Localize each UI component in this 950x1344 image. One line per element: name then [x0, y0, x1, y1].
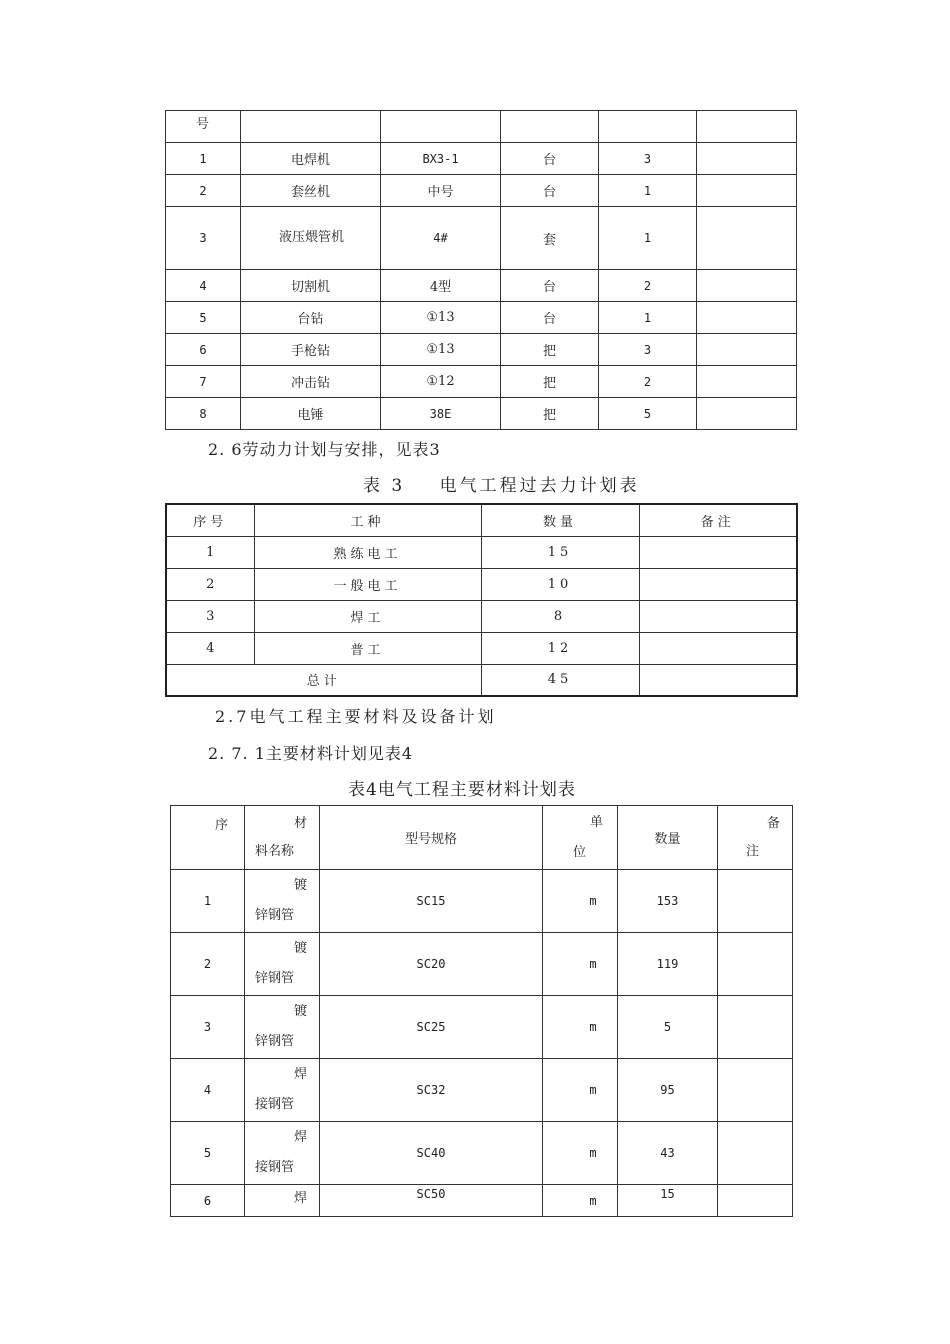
cell-no: 4	[166, 270, 241, 302]
table-row	[166, 536, 797, 568]
header-cell-spec: 型号规格	[320, 806, 543, 870]
cell-name: 冲击钻	[241, 366, 381, 398]
cell-name: 镀 锌钢管	[245, 870, 320, 933]
cell-unit: 把	[501, 366, 599, 398]
cell-qty: 15	[481, 536, 639, 568]
cell-no: 8	[166, 398, 241, 430]
table-row	[166, 143, 797, 175]
cell-no: 5	[166, 302, 241, 334]
cell-unit: m	[543, 1185, 618, 1217]
table-row-total	[166, 664, 797, 696]
cell-model: 4型	[381, 270, 501, 302]
cell-qty: 119	[618, 933, 718, 996]
cell-qty: 3	[599, 334, 697, 366]
cell-model: 4#	[381, 207, 501, 270]
header-cell-no: 号	[166, 111, 241, 143]
cell-total-value: 45	[481, 664, 639, 696]
header-cell: 工种	[254, 504, 481, 536]
cell-no: 6	[166, 334, 241, 366]
cell-qty: 2	[599, 270, 697, 302]
table-row	[166, 111, 797, 143]
cell-unit: m	[543, 996, 618, 1059]
table-row	[171, 933, 793, 996]
cell-no: 2	[171, 933, 245, 996]
cell-qty: 95	[618, 1059, 718, 1122]
cell-unit: m	[543, 1059, 618, 1122]
table-row	[166, 568, 797, 600]
section-2-7-heading: 2.7电气工程主要材料及设备计划	[215, 707, 497, 726]
cell-unit: 台	[501, 175, 599, 207]
cell-qty: 2	[599, 366, 697, 398]
cell-name: 手枪钻	[241, 334, 381, 366]
cell-qty: 8	[481, 600, 639, 632]
cell-spec: SC50	[320, 1185, 543, 1217]
table-row	[171, 806, 793, 870]
cell-model: ①12	[381, 366, 501, 398]
cell-unit: 把	[501, 334, 599, 366]
cell-spec: SC32	[320, 1059, 543, 1122]
cell-name: 镀 锌钢管	[245, 933, 320, 996]
cell-qty: 43	[618, 1122, 718, 1185]
cell-model: ①13	[381, 334, 501, 366]
cell-qty: 1	[599, 175, 697, 207]
cell-name: 焊 接钢管	[245, 1059, 320, 1122]
table-row	[166, 334, 797, 366]
cell-no: 4	[171, 1059, 245, 1122]
cell-name: 电焊机	[241, 143, 381, 175]
cell-no: 3	[166, 207, 241, 270]
cell-name: 焊 接钢管	[245, 1122, 320, 1185]
cell-spec: SC40	[320, 1122, 543, 1185]
table-row	[166, 504, 797, 536]
header-cell: 数量	[481, 504, 639, 536]
cell-type: 焊工	[254, 600, 481, 632]
cell-no: 1	[171, 870, 245, 933]
cell-no: 6	[171, 1185, 245, 1217]
cell-unit: 台	[501, 143, 599, 175]
cell-unit: 套	[501, 207, 599, 270]
header-cell-remark: 备 注	[718, 806, 793, 870]
table-row	[171, 870, 793, 933]
cell-no: 2	[166, 568, 254, 600]
cell-name: 套丝机	[241, 175, 381, 207]
cell-qty: 1	[599, 207, 697, 270]
cell-qty: 1	[599, 302, 697, 334]
table-row	[171, 1185, 793, 1217]
cell-qty: 5	[599, 398, 697, 430]
table-row	[166, 632, 797, 664]
table-row	[171, 996, 793, 1059]
cell-unit: 台	[501, 302, 599, 334]
table-row	[166, 366, 797, 398]
table3	[165, 503, 798, 697]
cell-name: 焊	[245, 1185, 320, 1217]
cell-unit: m	[543, 1122, 618, 1185]
cell-no: 3	[166, 600, 254, 632]
equipment-table	[165, 110, 797, 430]
cell-unit: m	[543, 933, 618, 996]
cell-no: 1	[166, 143, 241, 175]
table-row	[166, 270, 797, 302]
cell-qty: 12	[481, 632, 639, 664]
cell-name: 切割机	[241, 270, 381, 302]
cell-name: 液压煨管机	[241, 207, 381, 270]
cell-name: 镀 锌钢管	[245, 996, 320, 1059]
cell-total-label: 总计	[166, 664, 481, 696]
table-row	[171, 1059, 793, 1122]
cell-no: 1	[166, 536, 254, 568]
header-cell: 备注	[639, 504, 797, 536]
cell-type: 熟练电工	[254, 536, 481, 568]
table3-caption: 表 3 电气工程过去力计划表	[363, 476, 640, 496]
table-row	[171, 1122, 793, 1185]
table-row	[166, 398, 797, 430]
cell-no: 3	[171, 996, 245, 1059]
cell-model: 中号	[381, 175, 501, 207]
section-2-6-heading: 2. 6劳动力计划与安排，见表3	[208, 440, 441, 459]
cell-model: ①13	[381, 302, 501, 334]
table-row	[166, 302, 797, 334]
cell-qty: 10	[481, 568, 639, 600]
cell-model: BX3-1	[381, 143, 501, 175]
cell-unit: 台	[501, 270, 599, 302]
header-cell: 序号	[166, 504, 254, 536]
cell-no: 4	[166, 632, 254, 664]
table-row	[166, 207, 797, 270]
header-cell-name: 材 料名称	[245, 806, 320, 870]
cell-no: 5	[171, 1122, 245, 1185]
cell-no: 7	[166, 366, 241, 398]
cell-name: 电锤	[241, 398, 381, 430]
cell-type: 一般电工	[254, 568, 481, 600]
table4	[170, 805, 793, 1217]
cell-type: 普工	[254, 632, 481, 664]
cell-spec: SC25	[320, 996, 543, 1059]
cell-name: 台钻	[241, 302, 381, 334]
cell-unit: 把	[501, 398, 599, 430]
cell-spec: SC20	[320, 933, 543, 996]
section-2-7-1-heading: 2. 7. 1主要材料计划见表4	[208, 744, 414, 763]
cell-qty: 15	[618, 1185, 718, 1217]
cell-qty: 5	[618, 996, 718, 1059]
cell-model: 38E	[381, 398, 501, 430]
cell-no: 2	[166, 175, 241, 207]
table-row	[166, 175, 797, 207]
table4-caption: 表4电气工程主要材料计划表	[348, 780, 576, 800]
cell-qty: 153	[618, 870, 718, 933]
cell-spec: SC15	[320, 870, 543, 933]
header-cell-unit: 单 位	[543, 806, 618, 870]
cell-qty: 3	[599, 143, 697, 175]
cell-unit: m	[543, 870, 618, 933]
header-cell-seq: 序	[171, 806, 245, 870]
header-cell-qty: 数量	[618, 806, 718, 870]
table-row	[166, 600, 797, 632]
